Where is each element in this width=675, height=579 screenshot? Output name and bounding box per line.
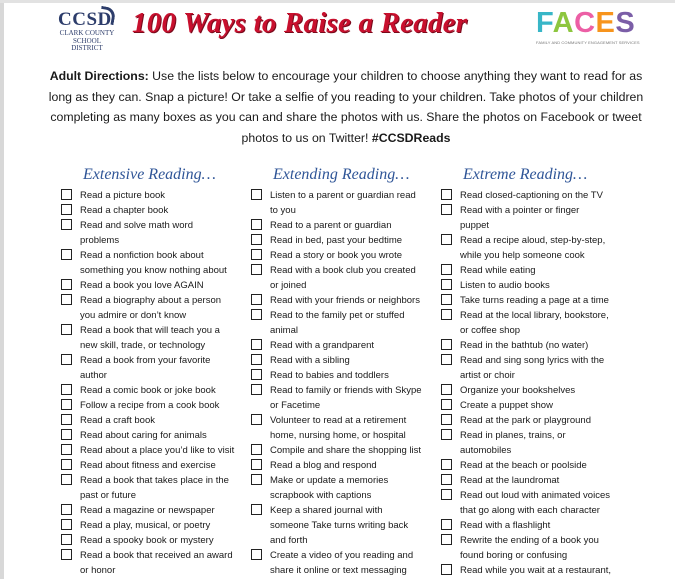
checkbox[interactable] (251, 414, 262, 425)
page-title: 100 Ways to Raise a Reader (132, 7, 468, 39)
checklist-item-text: Keep a shared journal with (270, 505, 383, 516)
ccsd-logo-sub-line1: CLARK COUNTY (59, 29, 115, 37)
checklist-item (250, 188, 440, 218)
checklist-item-text: Read and sing song lyrics with the (460, 355, 605, 366)
checkbox[interactable] (61, 354, 72, 365)
checklist-item (60, 248, 250, 278)
checklist-item-text: Read at the laundromat (460, 475, 560, 486)
checkbox[interactable] (441, 294, 452, 305)
checkbox[interactable] (441, 414, 452, 425)
checklist-item-text: Read to the family pet or stuffed (270, 310, 405, 321)
checklist-item-text: Listen to a parent or guardian read (270, 190, 416, 201)
checklist (440, 188, 640, 578)
checkbox[interactable] (61, 504, 72, 515)
checkbox[interactable] (441, 519, 452, 530)
checkbox[interactable] (441, 264, 452, 275)
column-extending-reading (250, 164, 440, 578)
ccsd-swoosh-icon (99, 6, 117, 25)
checklist-item-text: new skill, trade, or technology (80, 340, 206, 351)
checklist-item (440, 473, 640, 488)
checklist-item (60, 413, 250, 428)
checklist-item-text: Read a chapter book (80, 205, 169, 216)
checklist-item (440, 488, 640, 518)
checklist-item-text: Read a story or book you wrote (270, 250, 403, 261)
directions-label: Adult Directions: (49, 69, 149, 83)
checklist-item-text: Organize your bookshelves (460, 385, 576, 396)
checklist-item-text: Read at the beach or poolside (460, 460, 587, 471)
checklist-item-text: Read a recipe aloud, step-by-step, (460, 235, 606, 246)
header (0, 0, 675, 56)
checklist-item-text: Compile and share the shopping list (270, 445, 422, 456)
checklist-item-text: Make or update a memories (270, 475, 389, 486)
checkbox[interactable] (61, 294, 72, 305)
checklist-item-text: or honor (80, 565, 116, 576)
checklist-item-text: Read with a flashlight (460, 520, 551, 531)
checklist-item-text: artist or choir (460, 370, 515, 381)
directions-hashtag: #CCSDReads (371, 130, 451, 145)
checklist-item (60, 443, 250, 458)
checklist-item (440, 308, 640, 338)
checklist-item (250, 263, 440, 293)
checkbox[interactable] (441, 429, 452, 440)
checkbox[interactable] (441, 204, 452, 215)
ccsd-logo-sub (58, 30, 116, 53)
checklist-item-text: Read with a sibling (270, 355, 350, 366)
checklist-item-text: Read a picture book (80, 190, 166, 201)
checklist-item-text: puppet (460, 220, 490, 231)
checklist-item (250, 308, 440, 338)
checklist-item-text: Read at the park or playground (460, 415, 591, 426)
checklist-item-text: Read at the local library, bookstore, (460, 310, 609, 321)
checklist-item-text: Listen to audio books (460, 280, 550, 291)
checklist-item-text: Read a book from your favorite (80, 355, 211, 366)
checklist-item (60, 503, 250, 518)
checklist-item-text: Read a spooky book or mystery (80, 535, 214, 546)
checklist-item (250, 443, 440, 458)
checklist-item-text: Read a comic book or joke book (80, 385, 216, 396)
faces-logo (536, 7, 640, 45)
checklist-item (440, 563, 640, 578)
checkbox[interactable] (251, 384, 262, 395)
checklist-item (250, 353, 440, 368)
checklist-item-text: Read in bed, past your bedtime (270, 235, 403, 246)
checkbox[interactable] (61, 549, 72, 560)
checklist-item (60, 218, 250, 248)
checkbox[interactable] (61, 414, 72, 425)
checklist-item-text: Read while you wait at a restaurant, (460, 565, 612, 576)
checklist-item-text: Read and solve math word (80, 220, 194, 231)
ccsd-logo-main (58, 10, 118, 29)
checklist-item-text: Read a book that will teach you a (80, 325, 220, 336)
checklist-item-text: and forth (270, 535, 308, 546)
checklist-item-text: or Facetime (270, 400, 321, 411)
checkbox[interactable] (251, 474, 262, 485)
checklist-item (440, 338, 640, 353)
directions (48, 66, 644, 148)
column-title: Extending Reading… (273, 166, 410, 183)
checkbox[interactable] (251, 339, 262, 350)
checkbox[interactable] (61, 204, 72, 215)
checklist-item (440, 533, 640, 563)
checklist-item-text: Create a puppet show (460, 400, 553, 411)
checkbox[interactable] (61, 429, 72, 440)
checkbox[interactable] (441, 474, 452, 485)
checkbox[interactable] (61, 279, 72, 290)
checkbox[interactable] (441, 489, 452, 500)
checklist-item-text: Read a book that received an award (80, 550, 233, 561)
checkbox[interactable] (61, 384, 72, 395)
checklist-item (250, 503, 440, 548)
checkbox[interactable] (441, 564, 452, 575)
checklist-item (250, 368, 440, 383)
checklist-item-text: or joined (270, 280, 307, 291)
checkbox[interactable] (61, 219, 72, 230)
page-left-border (0, 0, 4, 579)
checklist-item (60, 428, 250, 443)
checklist-item (60, 398, 250, 413)
checklist-item (60, 518, 250, 533)
checklist-item-text: that go along with each character (460, 505, 600, 516)
checkbox[interactable] (441, 189, 452, 200)
checkbox[interactable] (441, 354, 452, 365)
checkbox[interactable] (251, 354, 262, 365)
checkbox[interactable] (441, 234, 452, 245)
checklist-item-text: past or future (80, 490, 136, 501)
checklist-item-text: Take turns reading a page at a time (460, 295, 609, 306)
checklist-item-text: home, nursing home, or hospital (270, 430, 406, 441)
checklist-item (440, 203, 640, 233)
checklist-item-text: Read to babies and toddlers (270, 370, 389, 381)
checklist-item (440, 188, 640, 203)
checkbox[interactable] (441, 279, 452, 290)
directions-text: Use the lists below to encourage your children to choose anything they want to read for as long as they can. Snap a picture! Or take a selfie of you reading to your children. Take photos of your children completing as many boxes as you can and share the photos with us. Share the photos on Facebook or tweet photos to us on Twitter! (48, 69, 644, 145)
checkbox[interactable] (251, 249, 262, 260)
checklist-item-text: you admire or don’t know (80, 310, 187, 321)
checklist-item-text: something you know nothing about (80, 265, 227, 276)
checklist-item-text: author (80, 370, 107, 381)
checklist-item-text: Read with a pointer or finger (460, 205, 580, 216)
checkbox[interactable] (61, 534, 72, 545)
checklist-item-text: Read about a place you’d like to visit (80, 445, 235, 456)
checklist-item (250, 218, 440, 233)
checklist-item-text: Read a biography about a person (80, 295, 222, 306)
checklist-item-text: scrapbook with captions (270, 490, 372, 501)
checkbox[interactable] (251, 309, 262, 320)
checklist-item (250, 383, 440, 413)
checklist-item-text: Volunteer to read at a retirement (270, 415, 407, 426)
checkbox[interactable] (61, 459, 72, 470)
checklist-item (250, 458, 440, 473)
checklist-item-text: Read about fitness and exercise (80, 460, 216, 471)
checkbox[interactable] (251, 234, 262, 245)
checkbox[interactable] (441, 309, 452, 320)
checkbox[interactable] (61, 474, 72, 485)
checklist-item-text: Read about caring for animals (80, 430, 207, 441)
checklist-item-text: Read a book that takes place in the (80, 475, 229, 486)
checklist-item-text: automobiles (460, 445, 512, 456)
checkbox[interactable] (61, 444, 72, 455)
checkbox[interactable] (61, 189, 72, 200)
checkbox[interactable] (251, 444, 262, 455)
checklist-item (440, 293, 640, 308)
checklist-item (440, 383, 640, 398)
checklist-item-text: Read a magazine or newspaper (80, 505, 215, 516)
checklist-item (60, 473, 250, 503)
checklist-item (60, 353, 250, 383)
checklist-item (250, 548, 440, 578)
checklist-item (440, 233, 640, 263)
checklist-item-text: problems (80, 235, 120, 246)
checklist-item (250, 338, 440, 353)
checkbox[interactable] (251, 189, 262, 200)
checklist-item (60, 188, 250, 203)
checklist-item (60, 548, 250, 578)
checkbox[interactable] (441, 459, 452, 470)
checklist-item (250, 233, 440, 248)
checklist-item-text: Read with a grandparent (270, 340, 375, 351)
column-extensive-reading (60, 164, 250, 578)
checklist-item (60, 533, 250, 548)
checklist-item-text: Read to family or friends with Skype (270, 385, 422, 396)
faces-letter: F (536, 7, 553, 39)
column-title: Extreme Reading… (463, 166, 588, 183)
checkbox[interactable] (61, 519, 72, 530)
ccsd-logo-sub-line2: SCHOOL DISTRICT (71, 36, 103, 52)
column-title: Extensive Reading… (83, 166, 216, 183)
checklist-item-text: found boring or confusing (460, 550, 568, 561)
checklist-item-text: Follow a recipe from a cook book (80, 400, 220, 411)
checkbox[interactable] (441, 339, 452, 350)
checkbox[interactable] (441, 399, 452, 410)
checklist-item-text: while you help someone cook (460, 250, 585, 261)
faces-letter: S (615, 7, 636, 39)
checklist-item-text: Read with a book club you created (270, 265, 416, 276)
faces-logo-sub: FAMILY AND COMMUNITY ENGAGEMENT SERVICES (536, 40, 640, 45)
checkbox[interactable] (251, 459, 262, 470)
checklist-item (60, 293, 250, 323)
checklist-item-text: Read a nonfiction book about (80, 250, 204, 261)
checklist-item (250, 473, 440, 503)
checklist-item (60, 323, 250, 353)
faces-letter: A (552, 7, 575, 39)
checkbox[interactable] (441, 384, 452, 395)
checklist-item (440, 353, 640, 383)
checklist-item (250, 413, 440, 443)
checklist (60, 188, 250, 578)
checkbox[interactable] (251, 549, 262, 560)
checkbox[interactable] (61, 324, 72, 335)
ccsd-logo-text: CCSD (58, 9, 112, 30)
column-extreme-reading (440, 164, 640, 578)
checklist-item-text: Read a play, musical, or poetry (80, 520, 211, 531)
checklist-item (440, 518, 640, 533)
faces-letter: E (595, 7, 616, 39)
checkbox[interactable] (441, 534, 452, 545)
checklist-item-text: Read a blog and respond (270, 460, 377, 471)
checklist-item (60, 383, 250, 398)
checklist-item-text: Read a craft book (80, 415, 155, 426)
checklist-item-text: Read out loud with animated voices (460, 490, 610, 501)
checklist-item-text: animal (270, 325, 298, 336)
checklist-item-text: Create a video of you reading and (270, 550, 414, 561)
checklist-item (60, 458, 250, 473)
checkbox[interactable] (251, 369, 262, 380)
checklist-item (440, 278, 640, 293)
checklist-item (250, 248, 440, 263)
checklist-item-text: Read in the bathtub (no water) (460, 340, 589, 351)
checklist-item-text: Read with your friends or neighbors (270, 295, 420, 306)
checklist-item-text: Read closed-captioning on the TV (460, 190, 603, 201)
checklist-item (60, 278, 250, 293)
ccsd-logo (58, 10, 118, 53)
checklist-item-text: Rewrite the ending of a book you (460, 535, 599, 546)
checklist-item (440, 428, 640, 458)
checklist-item-text: Read a book you love AGAIN (80, 280, 204, 291)
checklist-item-text: or coffee shop (460, 325, 521, 336)
checkbox[interactable] (251, 294, 262, 305)
checklist-item-text: Read while eating (460, 265, 536, 276)
checklist-item (60, 203, 250, 218)
checklist-item-text: Read to a parent or guardian (270, 220, 392, 231)
checklist-item (440, 458, 640, 473)
faces-logo-word (536, 7, 636, 39)
checklist-item (250, 293, 440, 308)
checkbox[interactable] (61, 249, 72, 260)
checklist-item (440, 413, 640, 428)
checklist-item (440, 398, 640, 413)
checkbox[interactable] (61, 399, 72, 410)
checklist-item-text: Read in planes, trains, or (460, 430, 566, 441)
checklist-item-text: share it online or text messaging (270, 565, 407, 576)
checklist (250, 188, 440, 578)
checklist-item (440, 263, 640, 278)
faces-letter: C (574, 7, 596, 39)
checklist-item-text: to you (270, 205, 296, 216)
checklist-item-text: someone Take turns writing back (270, 520, 409, 531)
checkbox[interactable] (251, 504, 262, 515)
checkbox[interactable] (251, 219, 262, 230)
checkbox[interactable] (251, 264, 262, 275)
